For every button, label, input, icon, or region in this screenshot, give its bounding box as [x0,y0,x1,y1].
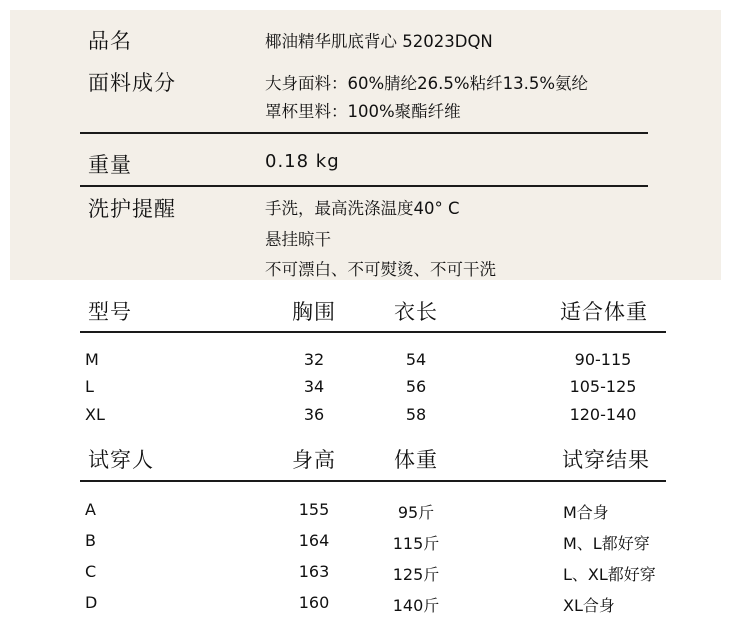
size-row-length: 54 [405,350,427,369]
divider [80,331,666,333]
trial-header-height: 身高 [292,448,336,472]
size-row-weight: 120-140 [569,405,637,424]
trial-row-weight: 95斤 [397,503,435,522]
fabric-line-1: 大身面料：60%腈纶26.5%粘纤13.5%氨纶 [265,74,589,93]
size-row-model: XL [85,405,105,424]
trial-row-weight: 115斤 [392,534,440,553]
fabric-label: 面料成分 [88,71,176,95]
trial-row-person: C [85,562,97,581]
trial-row-height: 164 [298,531,330,550]
trial-row-person: A [85,500,96,519]
trial-header-result: 试穿结果 [562,448,650,472]
trial-row-height: 163 [298,562,330,581]
care-line-2: 悬挂晾干 [265,230,331,249]
trial-row-height: 160 [298,593,330,612]
care-label: 洗护提醒 [88,197,176,221]
size-row-model: L [85,377,94,396]
size-row-length: 58 [405,405,427,424]
size-header-chest: 胸围 [292,300,336,324]
trial-row-weight: 140斤 [392,596,440,615]
trial-row-height: 155 [298,500,330,519]
size-row-model: M [85,350,99,369]
size-header-length: 衣长 [394,300,438,324]
trial-row-result: L、XL都好穿 [563,565,656,584]
size-row-chest: 36 [303,405,325,424]
size-header-weight-range: 适合体重 [560,300,648,324]
name-label: 品名 [88,29,132,53]
divider [80,132,648,134]
trial-row-person: D [85,593,98,612]
care-line-1: 手洗，最高洗涤温度40° C [265,199,460,218]
divider [80,185,648,187]
trial-header-person: 试穿人 [88,448,154,472]
trial-row-result: XL合身 [563,596,615,615]
trial-row-result: M、L都好穿 [563,534,650,553]
size-row-chest: 34 [303,377,325,396]
trial-row-person: B [85,531,96,550]
weight-label: 重量 [88,153,132,177]
trial-header-weight: 体重 [394,448,438,472]
size-header-model: 型号 [88,300,132,324]
trial-row-weight: 125斤 [392,565,440,584]
size-row-weight: 105-125 [569,377,637,396]
size-row-chest: 32 [303,350,325,369]
name-value: 椰油精华肌底背心 52023DQN [265,32,493,51]
divider [80,480,666,482]
trial-row-result: M合身 [563,503,609,522]
size-row-length: 56 [405,377,427,396]
care-line-3: 不可漂白、不可熨烫、不可干洗 [265,260,496,279]
size-row-weight: 90-115 [574,350,632,369]
fabric-line-2: 罩杯里料：100%聚酯纤维 [265,102,461,121]
weight-value: 0.18 kg [265,151,340,172]
